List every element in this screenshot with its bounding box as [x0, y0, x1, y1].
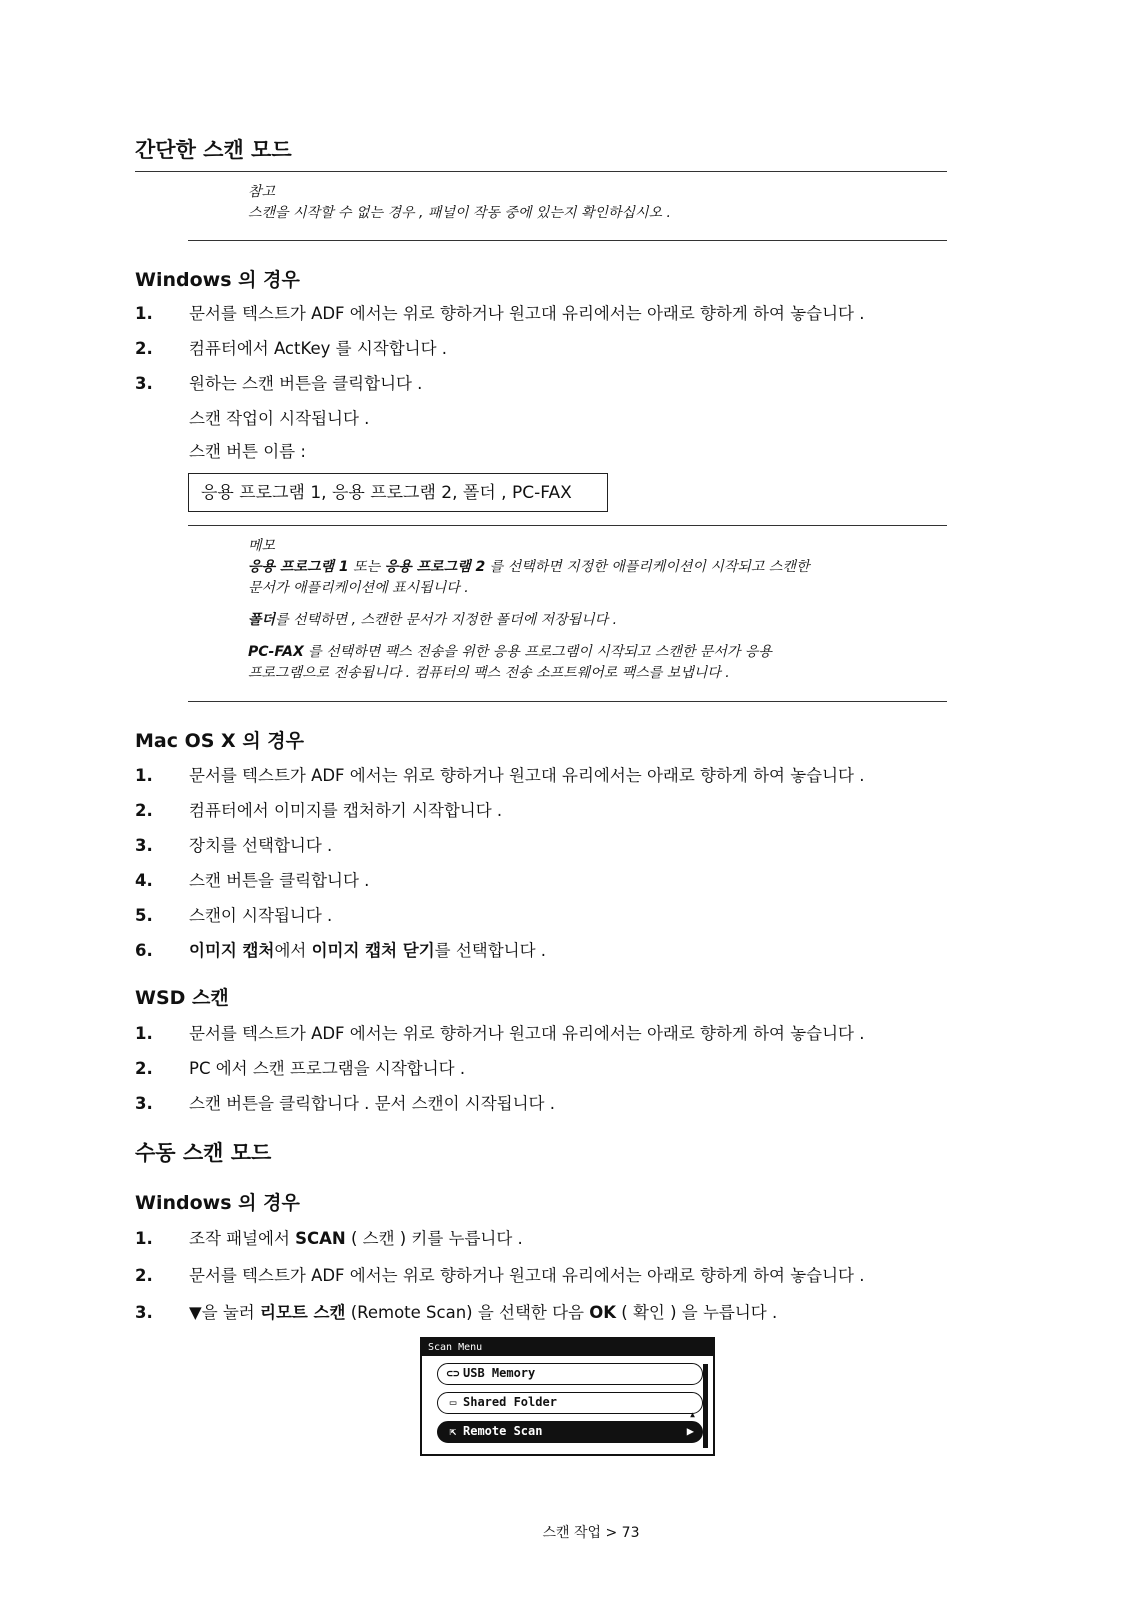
- divider: [135, 171, 947, 172]
- step-item: [135, 762, 864, 786]
- memo-text: 를 선택하면 , 스캔한 문서가 지정한 폴더에 저장됩니다 .: [275, 612, 618, 628]
- section-title-simple-scan: 간단한 스캔 모드: [135, 138, 292, 162]
- step-text: 조작 패널에서: [189, 1229, 296, 1248]
- step-item: [135, 1020, 864, 1044]
- step-text: 에서: [274, 941, 312, 960]
- divider: [188, 701, 947, 702]
- memo-paragraph-3: [248, 642, 809, 684]
- step-text: PC 에서 스캔 프로그램을 시작합니다 .: [189, 1059, 466, 1078]
- memo-bold: PC-FAX: [248, 644, 304, 660]
- step-text: 컴퓨터에서 이미지를 캡처하기 시작합니다 .: [189, 801, 503, 820]
- step-item: [135, 1262, 864, 1286]
- page-footer: 스캔 작업 > 73: [542, 1525, 640, 1541]
- step-number: 6.: [135, 941, 153, 960]
- step-number: 3.: [135, 1303, 153, 1322]
- step-text: 스캔 버튼을 클릭합니다 . 문서 스캔이 시작됩니다 .: [189, 1094, 555, 1113]
- memo-text: 또는: [348, 559, 385, 575]
- step-number: 1.: [135, 304, 153, 323]
- lcd-item-remote-scan: [437, 1421, 703, 1443]
- step-text: ( 확인 ) 을 누릅니다 .: [616, 1303, 778, 1322]
- lcd-item-label: Shared Folder: [463, 1395, 557, 1409]
- step-number: 3.: [135, 836, 153, 855]
- remote-arrow-icon: ⇱: [449, 1425, 457, 1438]
- step-item: [135, 797, 502, 821]
- step-text: 문서를 텍스트가 ADF 에서는 위로 향하거나 원고대 유리에서는 아래로 향하게 하여 놓습니다 .: [189, 766, 865, 785]
- step-item: [135, 300, 864, 324]
- lcd-scrollbar: [703, 1364, 708, 1448]
- note-text: 스캔을 시작할 수 없는 경우 , 패널이 작동 중에 있는지 확인하십시오 .: [248, 205, 671, 221]
- lcd-item-usb-memory: [437, 1363, 703, 1385]
- step-text: ▼을 눌러: [189, 1303, 260, 1322]
- memo-text: 를 선택하면 지정한 애플리케이션이 시작되고 스캔한: [485, 559, 810, 575]
- step-item: [135, 1225, 523, 1249]
- step-item: [135, 335, 447, 359]
- step-text: 장치를 선택합니다 .: [189, 836, 333, 855]
- step-text: 문서를 텍스트가 ADF 에서는 위로 향하거나 원고대 유리에서는 아래로 향하게 하여 놓습니다 .: [189, 1266, 865, 1285]
- step-item: [135, 832, 332, 856]
- step-item: [135, 902, 332, 926]
- memo-paragraph-2: [248, 610, 809, 631]
- scan-button-names-box: 응용 프로그램 1, 응용 프로그램 2, 폴더 , PC-FAX: [188, 473, 608, 512]
- step-number: 2.: [135, 339, 153, 358]
- note-label: 참고: [248, 184, 276, 200]
- step-number: 3.: [135, 374, 153, 393]
- memo-text: 를 선택하면 팩스 전송을 위한 응용 프로그램이 시작되고 스캔한 문서가 응용: [303, 644, 772, 660]
- step-text: 원하는 스캔 버튼을 클릭합니다 .: [189, 374, 423, 393]
- memo-bold: 폴더: [248, 612, 276, 628]
- step-bold: OK: [589, 1303, 617, 1322]
- step-text: 문서를 텍스트가 ADF 에서는 위로 향하거나 원고대 유리에서는 아래로 향하게 하여 놓습니다 .: [189, 1024, 865, 1043]
- step-text: 문서를 텍스트가 ADF 에서는 위로 향하거나 원고대 유리에서는 아래로 향하게 하여 놓습니다 .: [189, 304, 865, 323]
- step-text: 컴퓨터에서 ActKey 를 시작합니다 .: [189, 339, 448, 358]
- step-number: 2.: [135, 801, 153, 820]
- play-arrow-icon: ▶: [686, 1424, 694, 1438]
- lcd-item-shared-folder: [437, 1392, 703, 1414]
- memo-bold: 응용 프로그램 2: [384, 559, 486, 575]
- step-text: (Remote Scan) 을 선택한 다음: [345, 1303, 590, 1322]
- step-item: [135, 937, 546, 961]
- step-item: [135, 1090, 555, 1114]
- step-item: [135, 1299, 777, 1323]
- step-text: 스캔이 시작됩니다 .: [189, 906, 333, 925]
- lcd-item-label: USB Memory: [463, 1366, 536, 1380]
- lcd-title: Scan Menu: [422, 1339, 713, 1356]
- step-text: ( 스캔 ) 키를 누릅니다 .: [345, 1229, 523, 1248]
- step-item: [135, 370, 422, 394]
- lcd-item-label: Remote Scan: [463, 1424, 543, 1438]
- heading-wsd: WSD 스캔: [135, 987, 229, 1009]
- step-number: 1.: [135, 766, 153, 785]
- heading-windows-manual: Windows 의 경우: [135, 1192, 300, 1214]
- step-number: 1.: [135, 1024, 153, 1043]
- heading-mac: Mac OS X 의 경우: [135, 730, 304, 752]
- heading-windows: Windows 의 경우: [135, 269, 300, 291]
- step-number: 5.: [135, 906, 153, 925]
- memo-text: 문서가 애플리케이션에 표시됩니다 .: [248, 580, 469, 596]
- memo-label: 메모: [248, 538, 276, 554]
- note-block: [248, 182, 671, 224]
- step-bold: SCAN: [295, 1229, 346, 1248]
- step-bold: 이미지 캡처 닫기: [311, 941, 435, 960]
- step-number: 1.: [135, 1229, 153, 1248]
- section-title-manual-scan: 수동 스캔 모드: [135, 1141, 272, 1165]
- memo-block: [248, 536, 809, 684]
- step-bold: 리모트 스캔: [260, 1303, 346, 1322]
- memo-bold: 응용 프로그램 1: [248, 559, 349, 575]
- step-item: [135, 1055, 465, 1079]
- step-number: 3.: [135, 1094, 153, 1113]
- memo-text: 프로그램으로 전송됩니다 . 컴퓨터의 팩스 전송 소프트웨어로 팩스를 보냅니다 .: [248, 665, 730, 681]
- step-number: 4.: [135, 871, 153, 890]
- usb-icon: ⊂⊃: [446, 1367, 460, 1380]
- step-bold: 이미지 캡처: [189, 941, 275, 960]
- step-number: 2.: [135, 1059, 153, 1078]
- scan-button-names-label: 스캔 버튼 이름 :: [189, 442, 306, 461]
- step-result-text: 스캔 작업이 시작됩니다 .: [189, 409, 370, 428]
- scroll-up-caret-icon: ▲: [690, 1410, 695, 1419]
- divider: [188, 240, 947, 241]
- lcd-scan-menu: [420, 1337, 715, 1456]
- step-text: 스캔 버튼을 클릭합니다 .: [189, 871, 370, 890]
- step-text: 를 선택합니다 .: [434, 941, 547, 960]
- divider: [188, 525, 947, 526]
- step-number: 2.: [135, 1266, 153, 1285]
- step-item: [135, 867, 369, 891]
- folder-icon: ▭: [449, 1396, 457, 1409]
- memo-paragraph-1: [248, 557, 809, 599]
